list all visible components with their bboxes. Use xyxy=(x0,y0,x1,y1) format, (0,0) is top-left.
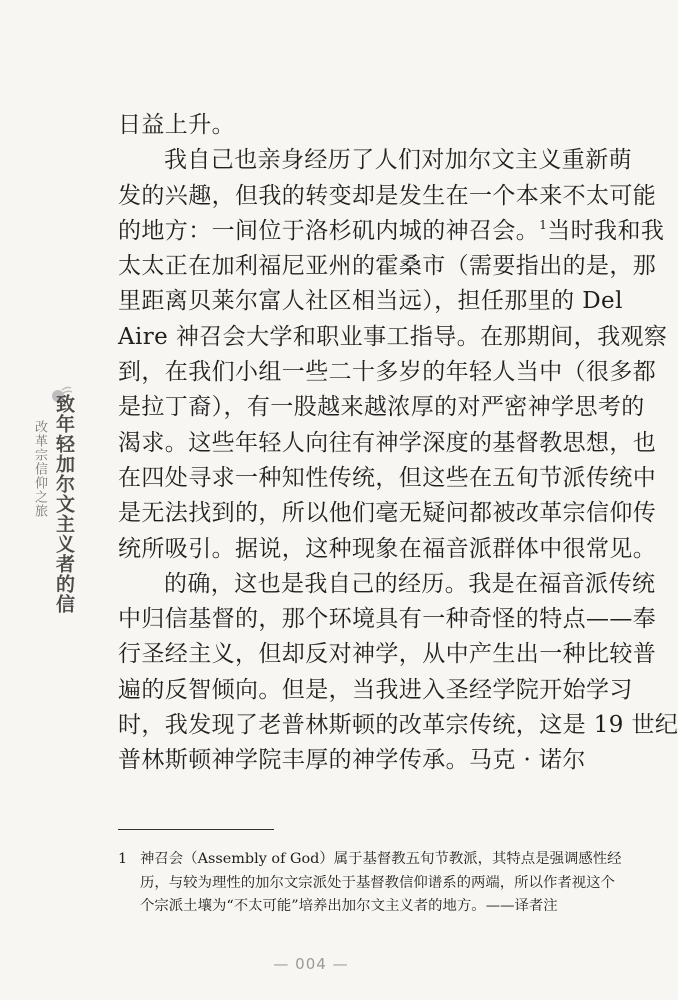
body-line: 时，我发现了老普林斯顿的改革宗传统，这是 19 世纪 xyxy=(118,712,678,739)
body-line: Aire 神召会大学和职业事工指导。在那期间，我观察 xyxy=(118,323,668,350)
page-number: — 004 — xyxy=(273,955,349,973)
body-line-with-footnote xyxy=(118,214,665,249)
body-line-text: 当时我和我 xyxy=(547,217,665,244)
footnote-marker: 1 xyxy=(539,217,548,232)
body-line-text: 的地方：一间位于洛杉矶内城的神召会。 xyxy=(118,217,540,244)
running-title xyxy=(30,394,86,634)
footnote xyxy=(118,848,622,919)
footnote-number: 1 xyxy=(118,851,128,867)
body-line: 是拉丁裔），有一股越来越浓厚的对严密神学思考的 xyxy=(118,394,645,421)
body-line: 普林斯顿神学院丰厚的神学传承。马克 · 诺尔 xyxy=(118,747,586,774)
body-line: 是无法找到的，所以他们毫无疑问都被改革宗信仰传 xyxy=(118,500,657,527)
body-line: 发的兴趣，但我的转变却是发生在一个本来不太可能 xyxy=(118,182,657,209)
body-line: 的确，这也是我自己的经历。我是在福音派传统 xyxy=(164,570,656,597)
body-line: 中归信基督的，那个环境具有一种奇怪的特点——奉 xyxy=(118,606,657,633)
body-line: 到，在我们小组一些二十多岁的年轻人当中（很多都 xyxy=(118,359,657,386)
running-title-sub: 改革宗信仰之旅 xyxy=(32,420,47,518)
footnote-rule xyxy=(118,829,274,830)
body-line: 统所吸引。据说，这种现象在福音派群体中很常见。 xyxy=(118,535,657,562)
running-title-main: 致年轻加尔文主义者的信 xyxy=(53,394,75,614)
body-line: 行圣经主义，但却反对神学，从中产生出一种比较普 xyxy=(118,641,657,668)
footnote-line xyxy=(118,848,622,872)
body-line: 日益上升。 xyxy=(118,112,235,138)
footnote-text: 神召会（Assembly of God）属于基督教五旬节教派，其特点是强调感性经 xyxy=(140,851,622,867)
body-line: 里距离贝莱尔富人社区相当远），担任那里的 Del xyxy=(118,288,623,315)
body-line: 遍的反智倾向。但是，当我进入圣经学院开始学习 xyxy=(118,676,633,703)
footnote-line: 个宗派土壤为“不太可能”培养出加尔文主义者的地方。——译者注 xyxy=(140,898,558,914)
body-line: 我自己也亲身经历了人们对加尔文主义重新萌 xyxy=(164,147,632,174)
body-line: 渴求。这些年轻人向往有神学深度的基督教思想，也 xyxy=(118,429,657,456)
body-line: 太太正在加利福尼亚州的霍桑市（需要指出的是，那 xyxy=(118,253,657,280)
footnote-line: 历，与较为理性的加尔文宗派处于基督教信仰谱系的两端，所以作者视这个 xyxy=(140,874,615,891)
body-text xyxy=(118,108,678,779)
body-line: 在四处寻求一种知性传统，但这些在五旬节派传统中 xyxy=(118,464,657,491)
